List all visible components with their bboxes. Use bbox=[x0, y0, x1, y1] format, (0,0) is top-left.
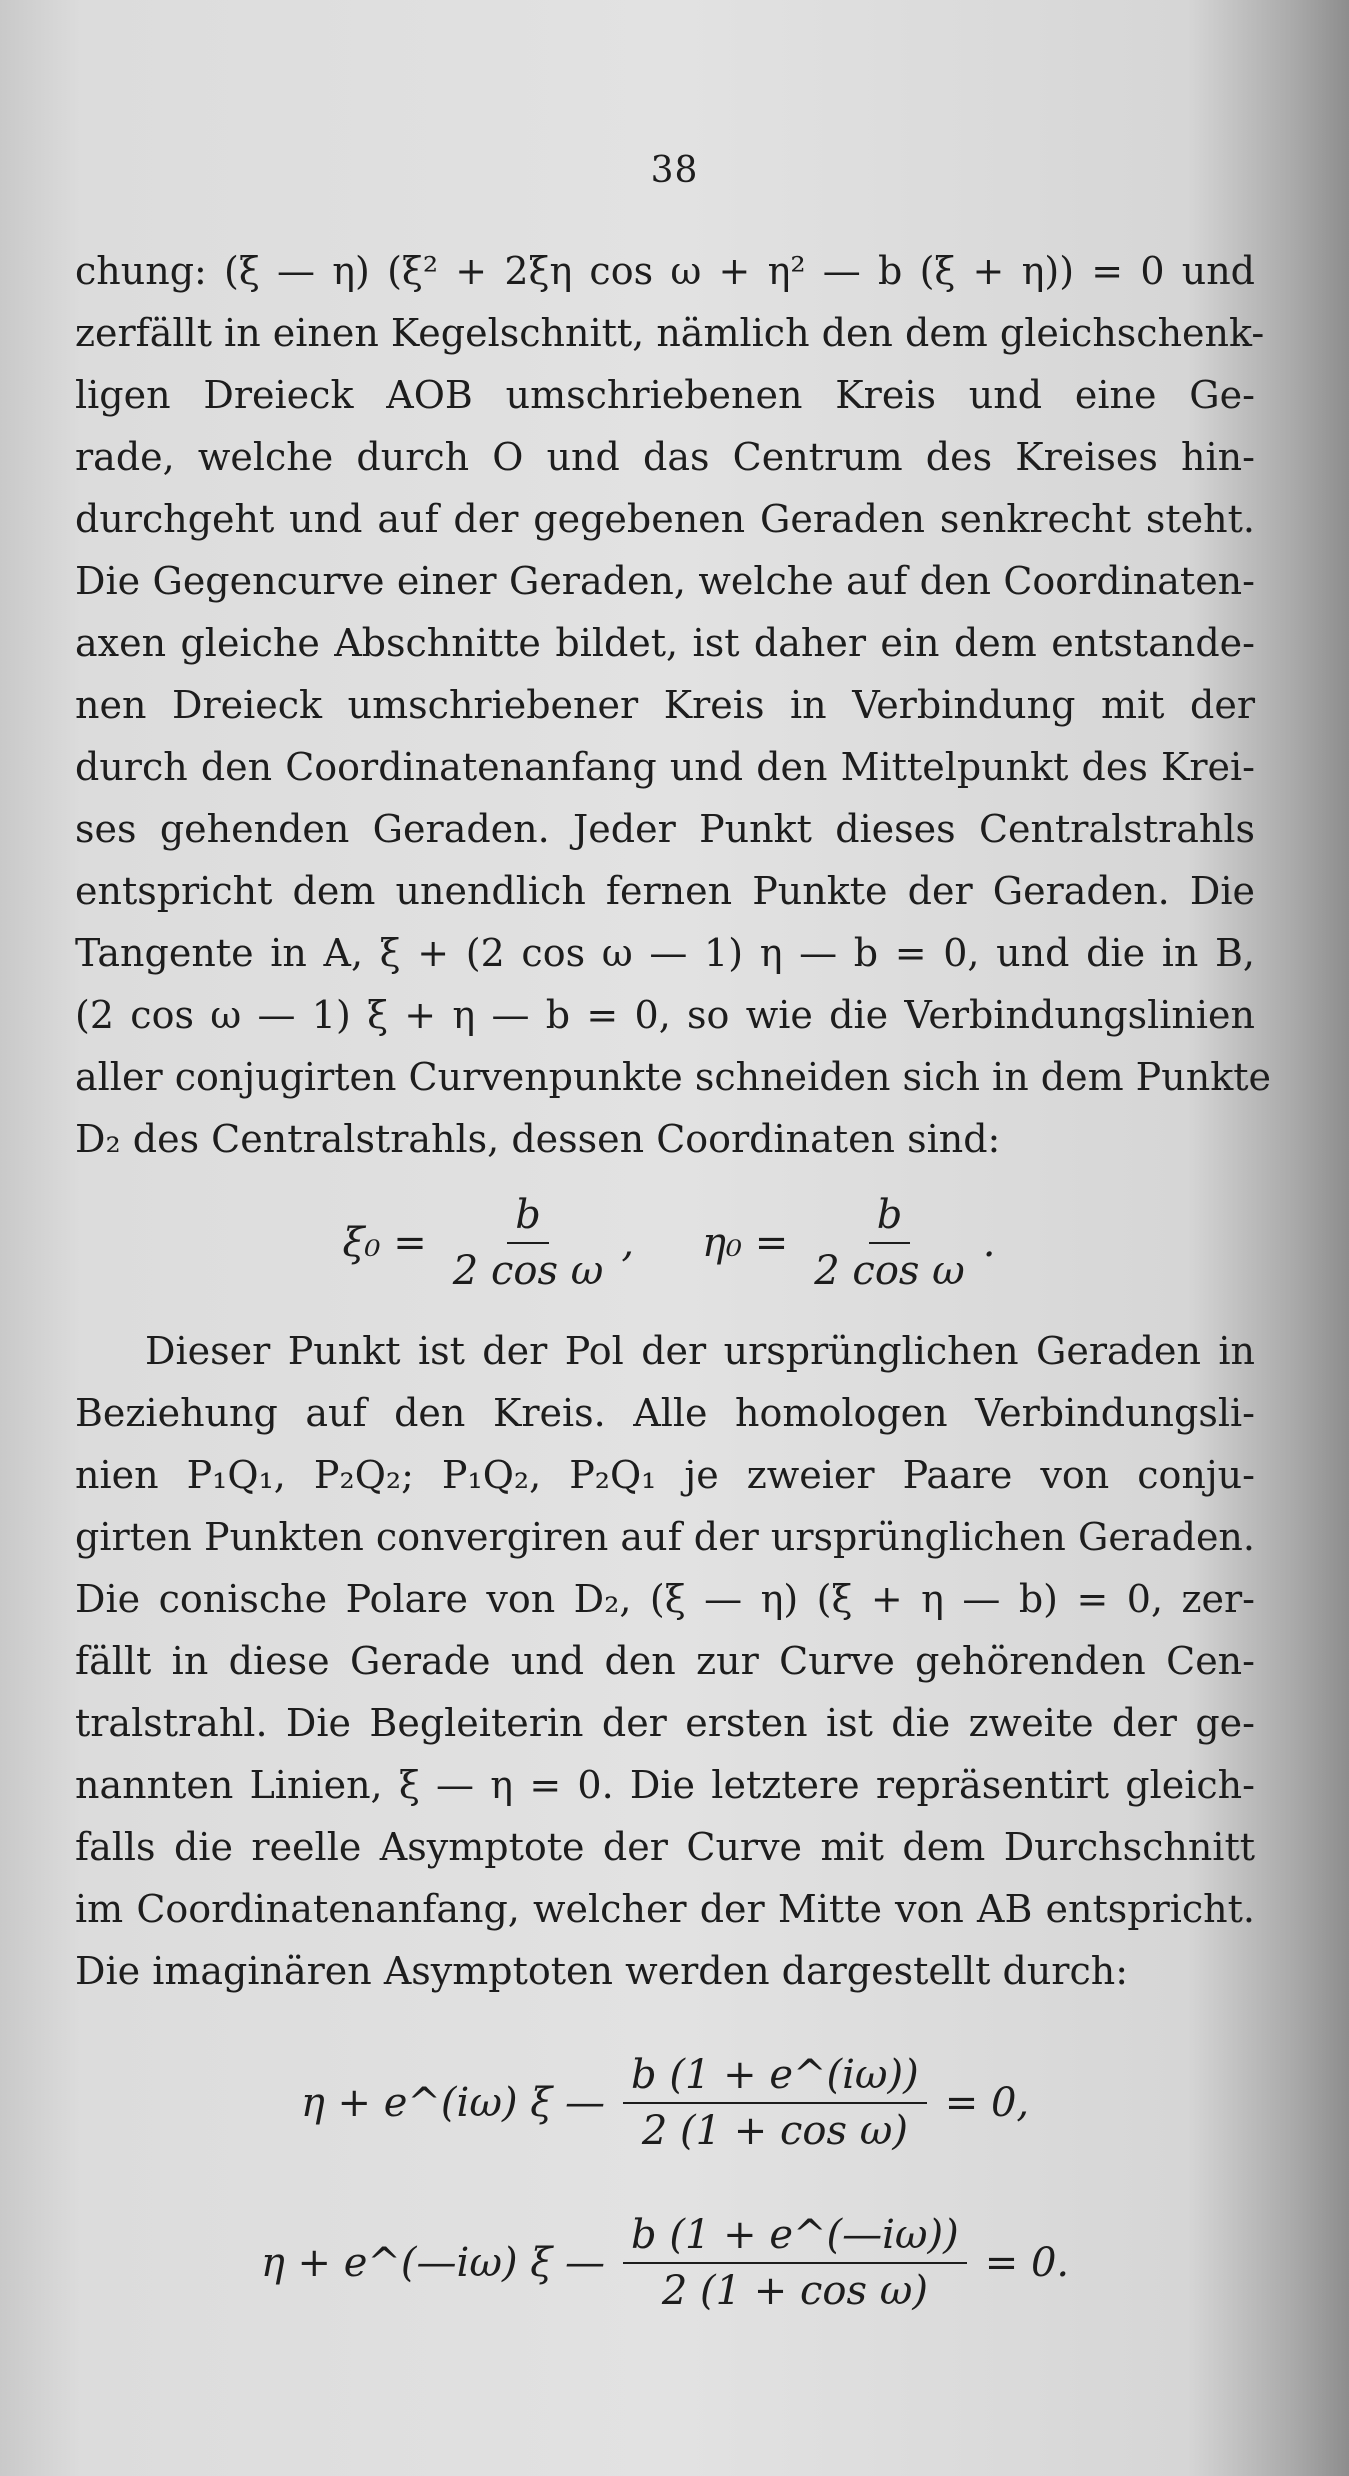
eq3-numerator: b (1 + e^(—iω)) bbox=[623, 2212, 967, 2264]
text-line: chung: (ξ — η) (ξ² + 2ξη cos ω + η² — b (ξ + η)) = 0 und bbox=[75, 249, 1255, 293]
text-line: fällt in diese Gerade und den zur Curve gehörenden Cen- bbox=[75, 1639, 1255, 1683]
eq3-fraction bbox=[623, 2212, 967, 2314]
eq1-separator: , bbox=[621, 1220, 635, 1266]
text-line: ses gehenden Geraden. Jeder Punkt dieses Centralstrahls bbox=[75, 807, 1255, 851]
text-line: D₂ des Centralstrahls, dessen Coordinaten sind: bbox=[75, 1117, 1001, 1161]
eq3-rhs: = 0. bbox=[984, 2240, 1070, 2286]
eq1-numerator: b bbox=[507, 1192, 549, 1244]
equation-asymptote-2 bbox=[75, 2188, 1255, 2338]
text-line: ligen Dreieck AOB umschriebenen Kreis und eine Ge- bbox=[75, 373, 1255, 417]
text-line: Die Gegencurve einer Geraden, welche auf den Coordinaten- bbox=[75, 559, 1255, 603]
text-line: durch den Coordinatenanfang und den Mittelpunkt des Krei- bbox=[75, 745, 1255, 789]
text-line: falls die reelle Asymptote der Curve mit dem Durchschnitt bbox=[75, 1825, 1255, 1869]
eq2-fraction bbox=[623, 2052, 927, 2154]
text-line: Die imaginären Asymptoten werden dargestellt durch: bbox=[75, 1949, 1129, 1993]
text-line: (2 cos ω — 1) ξ + η — b = 0, so wie die Verbindungslinien bbox=[75, 993, 1255, 1037]
text-line: nien P₁Q₁, P₂Q₂; P₁Q₂, P₂Q₁ je zweier Paare von conju- bbox=[75, 1453, 1255, 1497]
eq2-rhs: = 0, bbox=[944, 2080, 1030, 2126]
text-line: zerfällt in einen Kegelschnitt, nämlich den dem gleichschenk- bbox=[75, 311, 1265, 355]
eq2-numerator: b (1 + e^(iω)) bbox=[623, 2052, 927, 2104]
text-line: Die conische Polare von D₂, (ξ — η) (ξ + η — b) = 0, zer- bbox=[75, 1577, 1255, 1621]
text-line: axen gleiche Abschnitte bildet, ist daher ein dem entstande- bbox=[75, 621, 1255, 665]
text-line: entspricht dem unendlich fernen Punkte der Geraden. Die bbox=[75, 869, 1255, 913]
text-line: nannten Linien, ξ — η = 0. Die letztere repräsentirt gleich- bbox=[75, 1763, 1255, 1807]
text-line: tralstrahl. Die Begleiterin der ersten ist die zweite der ge- bbox=[75, 1701, 1255, 1745]
eq1-denominator: 2 cos ω bbox=[452, 1248, 604, 1294]
eq1-denominator: 2 cos ω bbox=[814, 1248, 965, 1294]
text-line: durchgeht und auf der gegebenen Geraden senkrecht steht. bbox=[75, 497, 1255, 541]
text-line: girten Punkten convergiren auf der ursprünglichen Geraden. bbox=[75, 1515, 1255, 1559]
page-number: 38 bbox=[650, 150, 699, 191]
text-line: nen Dreieck umschriebener Kreis in Verbindung mit der bbox=[75, 683, 1255, 727]
eq1-lhs-eta: η₀ = bbox=[702, 1220, 789, 1266]
body-text bbox=[75, 240, 1271, 2338]
text-line: Tangente in A, ξ + (2 cos ω — 1) η — b = 0, und die in B, bbox=[75, 931, 1255, 975]
eq1-end: . bbox=[982, 1220, 996, 1266]
eq2-lhs: η + e^(iω) ξ — bbox=[300, 2080, 606, 2126]
eq1-fraction-eta bbox=[806, 1192, 973, 1294]
equation-asymptote-1 bbox=[75, 2028, 1255, 2178]
text-line: rade, welche durch O und das Centrum des Kreises hin- bbox=[75, 435, 1255, 479]
eq3-denominator: 2 (1 + cos ω) bbox=[661, 2268, 928, 2314]
eq3-lhs: η + e^(—iω) ξ — bbox=[260, 2240, 606, 2286]
eq2-denominator: 2 (1 + cos ω) bbox=[641, 2108, 908, 2154]
eq1-fraction-xi bbox=[445, 1192, 612, 1294]
eq1-numerator: b bbox=[869, 1192, 911, 1244]
text-line: im Coordinatenanfang, welcher der Mitte von AB entspricht. bbox=[75, 1887, 1255, 1931]
text-line: Dieser Punkt ist der Pol der ursprünglichen Geraden in bbox=[145, 1329, 1255, 1373]
equation-coordinates bbox=[75, 1178, 1255, 1308]
eq1-lhs-xi: ξ₀ = bbox=[342, 1220, 427, 1266]
text-line: aller conjugirten Curvenpunkte schneiden sich in dem Punkte bbox=[75, 1055, 1271, 1099]
text-line: Beziehung auf den Kreis. Alle homologen Verbindungsli- bbox=[75, 1391, 1255, 1435]
